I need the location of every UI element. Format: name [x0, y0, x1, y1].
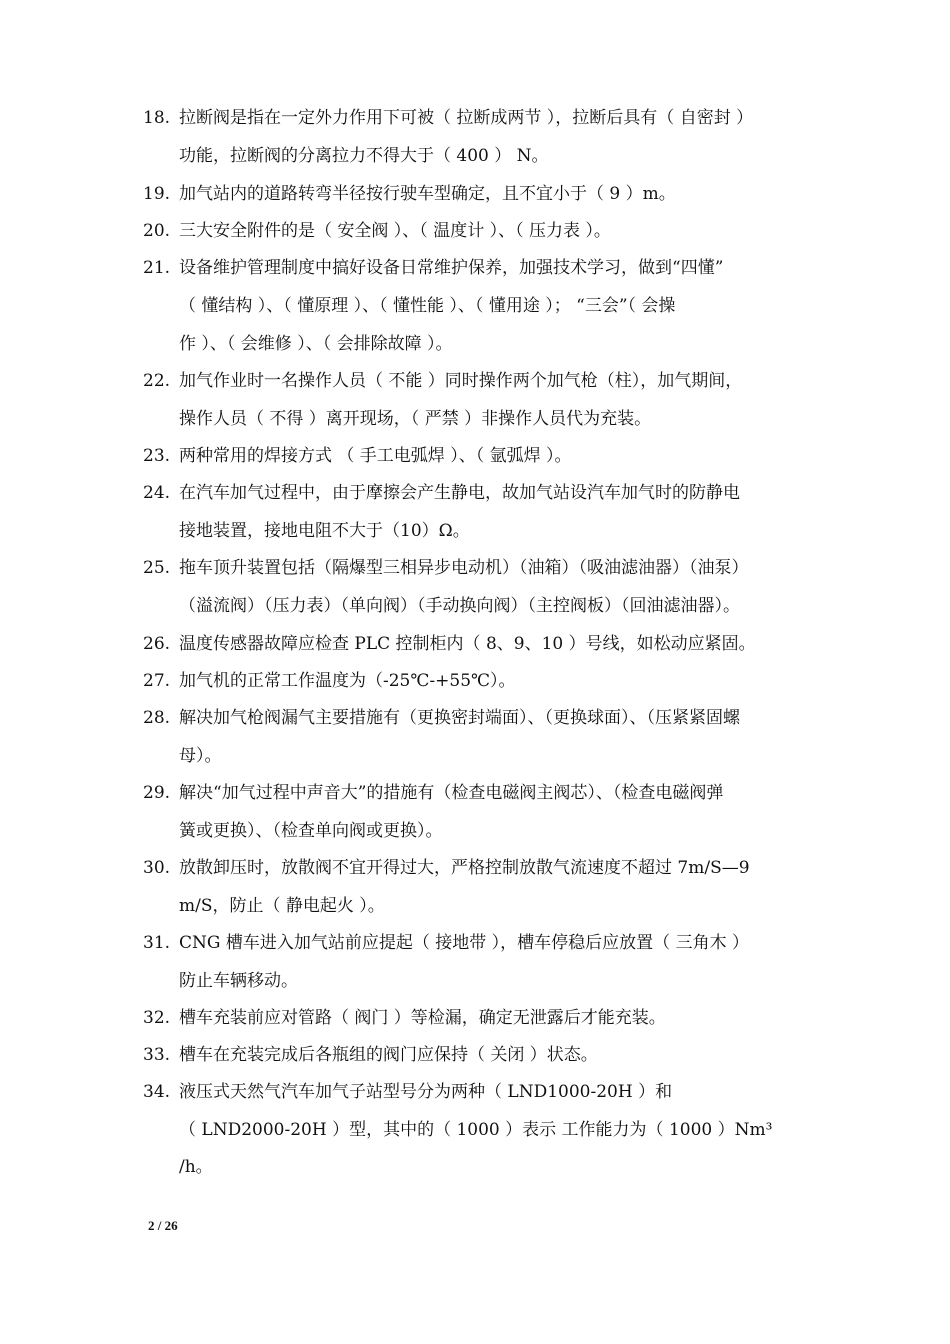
question-text-line: 簧或更换）、（检查单向阀或更换）。	[179, 821, 443, 841]
question-text-line: 三大安全附件的是（ 安全阀 ）、（ 温度计 ）、（ 压力表 ）。	[179, 221, 611, 241]
question-text-line: 作 ）、（ 会维修 ）、（ 会排除故障 ）。	[179, 334, 453, 354]
question-text-line: 加气机的正常工作温度为（-25℃-+55℃）。	[179, 671, 516, 691]
question-text-line: 液压式天然气汽车加气子站型号分为两种（ LND1000-20H ）和	[179, 1082, 673, 1102]
question-text-line: 防止车辆移动。	[179, 971, 298, 991]
question-text-line: 放散卸压时，放散阀不宜开得过大，严格控制放散气流速度不超过 7m/S—9	[179, 858, 750, 878]
question-number: 19.	[143, 184, 171, 204]
question-number: 20.	[143, 221, 171, 241]
question-text-line: （ 懂结构 ）、（ 懂原理 ）、（ 懂性能 ）、（ 懂用途 ）； “三会”（ 会操	[179, 296, 676, 316]
question-text-line: 加气作业时一名操作人员（ 不能 ）同时操作两个加气枪（柱），加气期间，	[179, 371, 743, 391]
question-text-line: 拉断阀是指在一定外力作用下可被（ 拉断成两节 ），拉断后具有（ 自密封 ）	[179, 108, 754, 128]
question-text-line: 解决加气枪阀漏气主要措施有（更换密封端面）、（更换球面）、（压紧紧固螺	[179, 708, 740, 728]
question-number: 29.	[143, 783, 171, 803]
question-number: 25.	[143, 558, 171, 578]
question-text-line: 操作人员（ 不得 ）离开现场，（ 严禁 ）非操作人员代为充装。	[179, 409, 652, 429]
question-text-line: /h。	[179, 1157, 213, 1177]
question-text-line: 温度传感器故障应检查 PLC 控制柜内（ 8、9、10 ）号线，如松动应紧固。	[179, 634, 756, 654]
question-number: 18.	[143, 108, 171, 128]
page-number: 2 / 26	[148, 1218, 178, 1233]
question-text-line: 加气站内的道路转弯半径按行驶车型确定，且不宜小于（ 9 ）m。	[179, 184, 676, 204]
question-number: 22.	[143, 371, 171, 391]
question-text-line: （ LND2000-20H ）型，其中的（ 1000 ）表示 工作能力为（ 1000 ）Nm³	[179, 1120, 773, 1140]
question-number: 33.	[143, 1045, 171, 1065]
question-number: 32.	[143, 1008, 171, 1028]
question-number: 34.	[143, 1082, 171, 1102]
question-number: 21.	[143, 258, 171, 278]
question-text-line: 槽车在充装完成后各瓶组的阀门应保持（ 关闭 ）状态。	[179, 1045, 598, 1065]
question-text-line: 功能，拉断阀的分离拉力不得大于（ 400 ） N。	[179, 146, 549, 166]
question-text-line: 设备维护管理制度中搞好设备日常维护保养，加强技术学习，做到“四懂”	[179, 258, 724, 278]
question-text-line: CNG 槽车进入加气站前应提起（ 接地带 ），槽车停稳后应放置（ 三角木 ）	[179, 933, 749, 953]
question-number: 24.	[143, 483, 171, 503]
question-text-line: 接地装置，接地电阻不大于（10）Ω。	[179, 521, 470, 541]
question-text-line: 两种常用的焊接方式 （ 手工电弧焊 ）、（ 氩弧焊 ）。	[179, 446, 572, 466]
question-text-line: 解决“加气过程中声音大”的措施有（检查电磁阀主阀芯）、（检查电磁阀弹	[179, 783, 724, 803]
question-number: 28.	[143, 708, 171, 728]
question-text-line: （溢流阀）（压力表）（单向阀）（手动换向阀）（主控阀板）（回油滤油器）。	[179, 596, 740, 616]
question-text-line: 母）。	[179, 746, 222, 766]
question-number: 23.	[143, 446, 171, 466]
question-number: 30.	[143, 858, 171, 878]
question-number: 27.	[143, 671, 171, 691]
question-text-line: 拖车顶升装置包括（隔爆型三相异步电动机）（油箱）（吸油滤油器）（油泵）	[179, 558, 749, 578]
question-number: 26.	[143, 634, 171, 654]
question-number: 31.	[143, 933, 171, 953]
question-text-line: 槽车充装前应对管路（ 阀门 ）等检漏，确定无泄露后才能充装。	[179, 1008, 666, 1028]
question-text-line: 在汽车加气过程中，由于摩擦会产生静电，故加气站设汽车加气时的防静电	[179, 483, 740, 503]
question-text-line: m/S，防止（ 静电起火 ）。	[179, 896, 385, 916]
